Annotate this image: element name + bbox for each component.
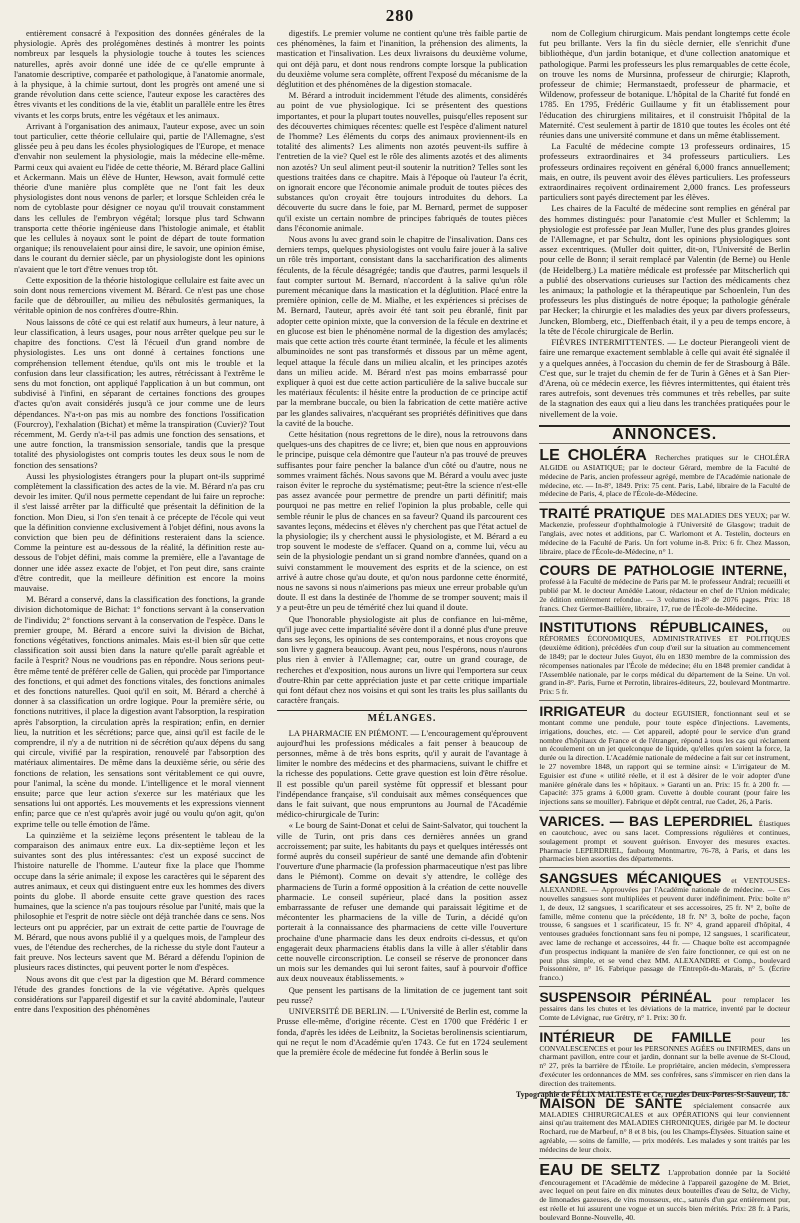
ad-divider	[539, 559, 790, 560]
ad-cours-pathologie	[539, 563, 790, 613]
section-divider	[277, 710, 528, 711]
ad-body: professé à la Faculté de médecine de Paris par M. le professeur Andral; recueilli et publié par M. le docteur Amédée Latour, rédacteur en chef de l'Union médicale; 2e édition entièrement refondue. — 3 volumes in-8° de 2076 pages. Prix: 18 francs. Chez Germer-Baillière, libraire, 17, rue de l'École-de-Médecine.	[539, 577, 791, 613]
ad-irrigateur	[539, 704, 790, 807]
news-item: UNIVERSITÉ DE BERLIN. — L'Université de Berlin est, comme la Prusse elle-même, d'origine récente. C'est en 1700 que Frédéric I er fonda, d'après les idées de Leibnitz, la Societas berolinensis scientiarum, qui ne reçut le nom d'Académie qu'en 1743. Ce fut en 1724 seulement que la première école de médecine fut fondée à Berlin sous le	[276, 1006, 528, 1057]
ad-divider	[539, 502, 790, 503]
ad-sangsues	[539, 871, 790, 983]
ad-eau-seltz	[539, 1162, 790, 1223]
ad-body: ou RÉFORMES ÉCONOMIQUES, ADMINISTRATIVES ET POLITIQUES (deuxième édition), précédées d'un coup d'œil sur la situation au commencement de 1849; par le docteur Jules Guyot, élu en 1830 membre de la commission des récompenses nationales par l'École de médecine; élu en 1848 premier candidat à l'Assemblée nationale, par le corps médical du département de la Seine. Un vol. grand in-8°. Paris, Furne et Perrotin, libraires-éditeurs, 22, boulevard Montmartre. Prix: 5 fr.	[539, 625, 791, 697]
paragraph: La quinzième et la seizième leçons présentent le tableau de la comparaison des animaux entre eux. La dix-septième leçon et les suivantes sont des plus intéressantes: c'est un exposé succinct de l'histoire naturelle de l'homme. L'auteur fixe la place que l'homme occupe dans la série animale; il expose les caractères qui le séparent des autres animaux, et ceux qui distinguent entre eux les hommes des divers points du globe. Il aborde ensuite cette grave question des races humaines, que la science n'a pas toujours résolue par l'unité, mais que la philosophie et l'esprit de notre siècle ont déjà tranchée dans ce sens. Nos lecteurs ont pu apprécier, par un extrait de cette partie de l'ouvrage de M. Bérard, que nous avons publié il y a quelques mois, de l'ampleur des vues, de l'étendue des recherches, de la richesse du style dont l'auteur a fait preuve. Nos lecteurs savent que M. Bérard a défendu l'opinion de plusieurs races distinctes, qui peuvent porter le nom d'espèces.	[14, 829, 265, 973]
ad-body: et VENTOUSES-ALEXANDRE. — Approuvées par l'Académie nationale de médecine. — Ces nouvelles sangsues sont multipliées et peuvent durer indéfiniment. Prix: boîte n° 1, de deux, 12 sangsues, 1 scarificateur et ses accessoires, 25 fr. N° 2, boîte de famille, même contenu que la précédente, 18 fr. N° 3, boîte de poche, façon trousse, 6 sangsues et 1 scarificateur, 15 fr. N° 4, grand appareil d'hôpital, 4 ventouses graduées fonctionnant sans feu ni pompe, 12 sangsues, 1 scarificateur, avec lame de rechange et accessoires, 44 fr. — Chaque boîte est accompagnée d'un prospectus indiquant la manière de s'en faire fonctionner, ce qui est on ne peut plus simple, et se vend chez MM. ALEXANDRE et Comp., boulevard Poissonnière, n° 16. Fabrique passage de l'Entrepôt-du-Marais, n° 5. (Écrire franco.)	[539, 876, 791, 983]
printer-imprint: Typographie de FÉLIX MALTESTE et Ce, rue des Deux-Portes-St-Sauveur, 18.	[515, 1090, 788, 1099]
ad-divider	[539, 1026, 790, 1027]
news-item: LA PHARMACIE EN PIÉMONT. — L'encouragement qu'éprouvent aujourd'hui les professions médicales a fait penser à beaucoup de personnes, même à de très bons esprits, qu'il y aurait de l'avantage à limiter le nombre des médecins et des pharmaciens, suivant le chiffre et la richesse des populations. Cette grave question est loin d'être résolue. Il est possible qu'un pareil système fût oppressif et blessant pour l'indépendance française, s'il conduisait aux mêmes conséquences que dans le fait suivant, que nous empruntons au Journal de l'Académie médico-chirurgicale de Turin:	[276, 727, 528, 820]
ad-title: INTÉRIEUR DE FAMILLE	[539, 1028, 732, 1045]
ad-title: SANGSUES MÉCANIQUES	[539, 870, 722, 887]
paragraph: Cette exposition de la théorie histologique cellulaire est faite avec un soin dont nous remercions vivement M. Bérard. Ce n'est pas une chose facile que de débrouiller, au milieu des nébulosités germaniques, la véritable opinion de nos confrères d'outre-Rhin.	[14, 274, 265, 316]
ad-divider	[539, 1158, 790, 1159]
ad-body: Recherches pratiques sur le CHOLÉRA ALGIDE ou ASIATIQUE; par le docteur Gérard, membre de la Faculté de médecine de Paris, ancien professeur agrégé, membre de l'Académie nationale de médecine, etc. — In-8°, 1849. Prix: 75 cent. Paris, Labé, libraire de la Faculté de médecine de Paris, 4, place de l'École-de-Médecine.	[539, 452, 791, 499]
ad-divider	[539, 443, 790, 444]
ad-title: EAU DE SELTZ	[539, 1161, 661, 1179]
ad-title: VARICES. — BAS LEPERDRIEL	[539, 813, 753, 830]
paragraph: FIÈVRES INTERMITTENTES. — Le docteur Pierangeoli vient de faire une remarque exactement semblable à celle qui avait été signalée il y a quelques années, à l'occasion du chemin de fer de Strasbourg à Bâle. C'est que, sur le trajet du chemin de fer de Turin à Gênes et à San Pier-d'Arena, où ce médecin exerce, les fièvres intermittentes, qui étaient très rares autrefois, sont devenues très communes et très rebelles, par suite de la stagnation des eaux qui a lieu dans les tranchées pratiquées pour le nivellement de la voie.	[539, 337, 791, 419]
ad-title: COURS DE PATHOLOGIE INTERNE,	[539, 562, 788, 579]
paragraph: Nous avons lu avec grand soin le chapitre de l'insalivation. Dans ces derniers temps, quelques physiologistes ont voulu faire jouer à la salive un rôle très important, consistant dans la saccharification des aliments féculents, de la fécule désagrégée; tandis que d'autres, parmi lesquels il faut compter surtout M. Bernard, n'accordent à la salive qu'un rôle purement mécanique dans la mastication et la déglutition. Placé entre la première opinion, celle de M. Mialhe, et les expériences si précises de M. Bernard, l'auteur, après avoir été tant soit peu ébranlé, finit par adopter cette opinion mixte, que la conversion de la fécule en dextrine et en glucose est bien le phénomène normal de la digestion des amylacés; mais que cette action très courte étant terminée, la fécule et les aliments albuminoïdes ne sont pas transformés et dissous par un même agent, lequel attaque la fécule dans un milieu alcalin, et les principes azotés dans un milieu acide. M. Bérard n'est pas moins embarrassé pour expliquer à quoi est due cette action particulière de la salive buccale sur les matériaux féculents: il hésite entre la production de ce principe actif par la membrane buccale, ou bien la fabrication de cette matière active par les glandes salivaires, n'acquérant ses propriétés définitives que dans la cavité de la bouche.	[276, 234, 528, 428]
column-1	[14, 28, 265, 1087]
ad-title: TRAITÉ PRATIQUE	[539, 505, 666, 522]
annonces-heading: ANNONCES.	[612, 425, 718, 443]
news-item: Que pensent les partisans de la limitation de ce jugement tant soit peu russe?	[276, 984, 528, 1005]
paragraph: nom de Collegium chirurgicum. Mais pendant longtemps cette école fut peu brillante. Vers la fin du siècle dernier, elle s'enrichit d'une bibliothèque, d'un jardin botanique, et d'une collection anatomique et pathologique. Parmi les professeurs les plus remarquables de cette école, on trouve les noms de Mursinna, professeur de chirurgie; Klaproth, professeur de chimie; Hermanstaedt, professeur de pharmacie, et Wildenow, professeur de botanique. L'hôpital de la Charité fut fondé en 1785. En 1795, Frédéric Guillaume y fit un établissement pour l'éducation des chirurgiens militaires, et il construisit l'hôpital de la Maternité. C'est seulement à partir de 1810 que toutes les écoles ont été réunies dans une université commune et dans un même établissement.	[539, 28, 791, 141]
paragraph: Nous laissons de côté ce qui est relatif aux humeurs, à leur nature, à leur classification, à leurs usages, pour nous arrêter quelque peu sur le chapitre des fonctions. C'est là l'écueil d'un grand nombre de physiologistes. Les uns ont donné à certaines fonctions une compréhension tellement étendue, qu'ils ont mis le trouble et la confusion dans leur classification; les autres, rétrécissant à l'extrême le sens du mot fonction, ont appliqué l'application à un but commun, ont subdivisé à l'infini, en séparant de certaines fonctions des groupes d'actes qu'on avait considérés jusqu'à ce jour comme une de leurs dépendances. N'a-t-on pas mis au nombre des fonctions l'ossification (Fourcroy), l'exhalation (Bichat) et même la transpiration (Cuvier)? Tout récemment, M. Gerdy n'a-t-il pas admis une fonction des sensations, et une autre fonction, la transmission sensoriale, tandis que la presque totalité des physiologistes ont compris toutes les deux sous le nom de fonction des sensations?	[14, 316, 265, 470]
page-number: 280	[385, 6, 415, 25]
ad-title: SUSPENSOIR PÉRINÉAL	[539, 988, 712, 1005]
ad-title: INSTITUTIONS RÉPUBLICAINES,	[539, 619, 769, 636]
ad-cholera	[539, 447, 790, 499]
ad-traite-pratique	[539, 506, 790, 556]
ad-divider	[539, 700, 790, 701]
ad-title: IRRIGATEUR	[539, 703, 626, 720]
ad-body: DES MALADIES DES YEUX; par W. Mackenzie, professeur d'ophthalmologie à l'Université de Glasgow; traduit de l'anglais, avec notes et additions, par C. Warlomont et A. Testelin, docteurs en médecine de la Faculté de Paris. Un fort volume in-8. Prix: 6 fr. Chez Masson, libraire, place de l'École-de-Médecine, n° 1.	[539, 511, 791, 556]
ad-body: spécialement consacrée aux MALADIES CHIRURGICALES et aux OPÉRATIONS qui leur conviennent ainsi qu'au traitement des MALADIES CHRONIQUES, dirigée par M. le docteur Rochard, rue de Marbeuf, n° 8 et 8 bis, (ou les Champs-Élysées. Situation saine et agréable, — soins de famille, — prix modérés. Les malades y sont traités par les médecins de leur choix.	[539, 1100, 791, 1154]
paragraph: digestifs. Le premier volume ne contient qu'une très faible partie de ces phénomènes, la faim et l'inanition, la préhension des aliments, la mastication et l'insalivation. Les deux livraisons du deuxième volume, qui ont déjà paru, et dont nous rendrons compte lorsque la publication du deuxième volume sera complète, offrent l'exposé du mécanisme de la déglutition et des phénomènes de la digestion stomacale.	[276, 28, 528, 90]
paragraph: M. Bérard a introduit incidemment l'étude des aliments, considérés au point de vue physiologique. Ici se présentent des questions importantes, et pour la plupart toutes nouvelles, puisqu'elles reposent sur des découvertes chimiques récentes: quelle est l'espèce d'aliment naturel de l'homme? Les éléments du corps des animaux proviennent-ils en totalité des aliments? Les aliments non azotés peuvent-ils suffire à l'entretien de la vie? Quel est le rôle des aliments azotés et des aliments non azotés? Un seul aliment peut-il soutenir la nutrition? Telles sont les questions traitées dans ce chapitre. Mais à l'époque où l'auteur l'a écrit, on ignorait encore que l'économie animale produit de toutes pièces des substances qu'on croyait être toujours introduites du dehors. La découverte du sucre dans le foie, par M. Bernard, permet de supposer qu'il existe un certain nombre de principes fabriqués de toutes pièces dans l'économie animale.	[276, 90, 528, 233]
paragraph: Cette hésitation (nous regrettons de le dire), nous la retrouvons dans quelques-uns des chapitres de ce livre; et, bien que nous en approuvions le principe, puisque cela démontre que l'auteur n'a pas trouvé de preuves suffisantes pour faire pencher la balance d'un côté ou d'autre, nous ne sommes vraiment fâchés. Nous savons que M. Bérard a voulu avec juste raison éviter le reproche du systématisme; peut-être la science n'est-elle pas assez avancée pour permettre de prendre un parti définitif; mais pourquoi ne pas mettre en relief l'opinion la plus probable, celle qui semble réunir le plus de chances en sa faveur? Quand ils parcourent ces savantes leçons, médecins et élèves n'y cherchent pas que l'état actuel de la physiologie; ils y cherchent aussi le physiologiste, et M. Bérard a eu trop souvent le modeste de s'effacer. Quand on a, comme lui, vécu au sein de la physiologie pendant un si grand nombre d'années, quand on a suivi constamment le mouvement des esprits et de la science, on est arrivé à autre chose qu'au doute, et qu'on nous pardonne cette énormité, nous ne savons si nous n'aimerions pas mieux une erreur probable qu'un doute. Il est dans la destinée de l'homme de se tromper souvent; mais il y a peut-être un peu de témérité chez lui quand il doute.	[276, 428, 528, 613]
ad-maison-sante	[539, 1096, 790, 1155]
ad-divider	[539, 986, 790, 987]
news-item: « Le bourg de Saint-Donat et celui de Saint-Salvator, qui touchent la ville de Turin, ont pris dans ces dernières années un grand accroissement; par suite, les habitants du pays et quelques intéressés ont formé auprès du conseil supérieur de santé une demande afin d'obtenir l'ouverture d'une pharmacie (la profession pharmaceutique n'est pas libre dans le Piémont). Comme on devait s'y attendre, le collège des pharmaciens de Turin a formé opposition à la création de cette nouvelle pharmacie. Le conseil supérieur, placé dans la position assez embarrassante de refuser une demande qui paraissait légitime et de mécontenter les pharmaciens de la ville de Turin, a décidé qu'on porterait à la connaissance des pharmaciens de cette ville l'ouverture prochaine d'une pharmacie dans les deux endroits ci-dessus, et qu'on engagerait deux pharmaciens établis dans la ville à aller s'établir dans cette nouvelle circonscription. Le conseil se réserve de prononcer dans un mois sur les demandes qui lui seront faites, sauf à pourvoir d'office aux deux nouveaux établissements. »	[276, 820, 528, 984]
ad-body: pour les CONVALESCENCES et pour les PERSONNES AGÉES ou INFIRMES, dans un charmant pavillon, entre cour et jardin, donnant sur la belle avenue de St-Cloud, n° 27, près la barrière de l'Étoile. Le propriétaire, ancien médecin, s'empressera d'exécuter les ordonnances de MM. ses confrères, sans s'immiscer en rien dans la direction des traitements.	[539, 1034, 791, 1088]
melanges-heading: MÉLANGES.	[367, 713, 437, 725]
ad-divider	[539, 810, 790, 811]
ad-suspensoir	[539, 990, 790, 1023]
ad-body: L'approbation donnée par la Société d'encouragement et l'Académie de médecine à l'appareil gazogène de M. Briet, avec lequel on peut faire en dix minutes deux bouteilles d'eau de Seltz, de Vichy, de limonades gazeuses, de vins mousseux, etc., saturés d'un gaz entièrement pur, est réelle et lui assurent une vogue et un succès bien mérités. Prix: 28 fr. à Paris, boulevard Bonne-Nouvelle, 40.	[539, 1167, 791, 1222]
ad-interieur-famille	[539, 1030, 790, 1089]
ad-divider	[539, 616, 790, 617]
ad-varices	[539, 814, 790, 864]
paragraph: M. Bérard a conservé, dans la classification des fonctions, la grande division dichotomique de Bichat: 1° fonctions servant à la conservation de l'individu; 2° fonctions servant à la conservation de l'espèce. Dans le premier groupe, M. Bérard a encore suivi la division de Bichat, fonctions végétatives, fonctions animales. Mais est-il bien sûr que cette classification soit aussi bien dans la nature qu'elle paraît agréable et facile à l'esprit? Nous ne voudrions pas en répondre. Nous serions peut-être même tenté de préférer celle de Galien, qui procède par l'importance des fonctions, et qui admet des fonctions vitales, des fonctions animales et des fonctions naturelles. Quoi qu'il en soit, M. Bérard a cherché à donner à sa classification un ordre logique. Pour la première série, ou fonctions nutritives, il place la digestion avant l'absorption, la respiration après l'absorption, la circulation après la respiration; enfin, en dernier lieu, la nutrition et les sécrétions; parce que, ainsi qu'il est facile de le comprendre, il n'y a de nutrition ni de sécrétion qu'aux dépens du sang qui circule, vivifié par la respiration, renouvelé par l'absorption des matériaux alimentaires. De même dans la deuxième série, ou série des fonctions de relation, les sensations sont véritablement ce qui ouvre, pour l'animal, la scène du monde. L'intelligence et le moral viennent ensuite; parce que leur action s'exerce sur les matériaux que les sensations lui ont apportés. Les mouvements et les expressions viennent enfin; parce que ce n'est qu'après avoir jugé ou voulu qu'on agit, qu'on exprime telle ou telle émotion de l'âme.	[14, 594, 265, 829]
paragraph: entièrement consacré à l'exposition des données générales de la physiologie. Après des prolégomènes destinés à montrer les points nombreux par lesquels la physiologie touche à toutes les sciences naturelles, après avoir donné une idée de ce qu'elle emprunte à l'anatomie descriptive, comparée et pathologique, à l'anatomie anormale, à la physique, à la chimie surtout, dont les progrès ont amené une si grande révolution dans cette science, l'auteur expose les caractères des êtres vivants et les conditions de la vie, établit un parallèle entre les êtres vivants et les corps bruts, entre les végétaux et les animaux.	[14, 28, 265, 120]
paragraph: Que l'honorable physiologiste ait plus de confiance en lui-même, qu'il juge avec cette impartialité sévère dont il a donné plus d'une preuve dans ses leçons, les opinions de ses contemporains, et nous croyons que son livre y gagnera beaucoup. Avant peu, nous l'espérons, nous n'aurons plus rien à envier à l'Allemagne; car, outre un grand courage, de recherches et d'exposition, nous aurons un livre qui l'emportera sur ceux d'outre-Rhin par cette appréciation juste et par cette critique impartiale qui font défaut chez nos voisins et qui sont les traits les plus saillants du caractère français.	[276, 613, 528, 706]
column-2	[277, 28, 528, 1087]
paragraph: Aussi les physiologistes étrangers pour la plupart ont-ils supprimé complètement la classification des actes de la vie. M. Bérard n'a pas cru devoir les imiter. Qu'il nous permette cependant de lui faire un reproche: il s'est laissé arrêter par la difficulté que présentait la définition de la fonction. Mon Dieu, si l'on s'en tenait à ce précepte de l'école qui veut que la définition convienne exclusivement à l'objet défini, nous avons la conviction que bien peu de définitions resteraient dans la science. Comme la peinture est au-dessous de la réalité, la définition reste au-dessous de l'objet défini, mais comme la première, elle a l'avantage de donner une idée assez exacte de l'objet, et l'on peut dire, sans crainte d'être contredit, que la meilleure définition est encore la moins mauvaise.	[14, 470, 265, 593]
paragraph: Nous avons dit que c'est par la digestion que M. Bérard commence l'étude des grandes fonctions de la vie végétative. Après quelques considérations sur l'appareil digestif et sur la cavité abdominale, l'auteur entre dans l'exposition des phénomènes	[14, 973, 265, 1015]
paragraph: Arrivant à l'organisation des animaux, l'auteur expose, avec un soin tout particulier, cette théorie cellulaire qui, partie de l'Allemagne, s'est glissée peu à peu dans les écoles physiologiques de l'Europe, et menace d'envahir non seulement la physiologie, mais la médecine elle-même. Parmi ceux qui avaient eu l'idée de cette théorie, M. Bérard place Gallini et Ackermann. Mais un élève de Hunter, Hewson, avait formulé cette théorie d'une manière plus complète que ne l'ont fait les deux physiologistes dont nous venons de parler; et lorsque Schleiden créa le nom de cytoblaste pour désigner ce noyau qu'il trouvait constamment dans les cellules de l'embryon végétal; lorsque plus tard Schwann transporta cette théorie ingénieuse dans l'histologie animale, et établit que les cellules à noyaux sont le point de départ de toute formation organique; ils renouvelaient pour ainsi dire, le savoir, une opinion émise, dans le courant du dernier siècle, par un physiologiste dont les opinions n'avaient que le tort d'être venues trop tôt.	[14, 120, 265, 274]
paragraph: La Faculté de médecine compte 13 professeurs ordinaires, 15 professeurs extraordinaires et 34 professeurs particuliers. Les professeurs ordinaires reçoivent en général 6,000 francs annuellement; mais, en outre, ils peuvent avoir des élèves particuliers. Les professeurs extraordinaires reçoivent ordinairement 2,000 francs. Les professeurs particuliers sont payés directement par les élèves.	[539, 141, 791, 203]
paragraph: Les chaires de la Faculté de médecine sont remplies en général par des hommes distingués: pour l'anatomie c'est Muller et Schlemm; la physiologie est professée par Jean Muller, l'une des plus grandes gloires de l'Allemagne, et par Schultz, dont les opinions physiologiques sont assez excentriques. (Muller doit quitter, dit-on, l'Université de Berlin pour celle de Bonn; il serait remplacé par Valentin (de Berne) ou Henle (de Heidelberg.) La matière médicale est professée par Mitscherlich qui a publié des observations curieuses sur l'action des médicaments chez les animaux; la pathologie et la thérapeutique par Schoenlein, l'un des professeurs les plus distingués de notre époque; la pathologie générale par Hecker; la chirurgie et les maladies des yeux par divers professeurs, Juncken, Blomberg, etc., Dieffenbach était, il y a peu de temps encore, à la tête de l'école chirurgicale de Berlin.	[539, 203, 791, 336]
ad-institutions	[539, 620, 790, 697]
ad-body: pour remplacer les pessaires dans les chutes et les déviations de la matrice, inventé par le docteur Comte de Lévignac, rue Grétry, n° 1. Prix: 30 fr.	[539, 994, 791, 1022]
ad-body: Élastiques en caoutchouc, avec ou sans lacet. Compressions régulières et continues, soulagement prompt et souvent guérison. Envoyer des mesures exactes. Pharmacie LEPERDRIEL, faubourg Montmartre, 76-78, à Paris, et dans les pharmacies bien assorties des départements.	[539, 819, 791, 864]
ad-title: LE CHOLÉRA	[539, 446, 647, 464]
ad-body: du docteur EGUISIER, fonctionnant seul et se montant comme une pendule, pour toute espèce d'injections. Lavements, irrigations, douches, etc. — Cet appareil, adopté pour le service d'un grand nombre d'hôpitaux de France et de l'étranger, répond à tous les cas qui réclament un écoulement on un jet quelconque de liquide, qu'elles qu'en soient la force, la durée ou la direction. L'Académie nationale de médecine a fait sur cet instrument, le 27 novembre 1848, un rapport qui se termine ainsi: « L'irrigateur de M. Eguisier est d'une « utilité réelle, et il est à désirer de le voir adopter d'une manière générale dans les « hôpitaux. » Garanti un an. Prix: 15 fr. à 200 fr. — Capacité: 375 grams à 6,000 gram. Cuvette à double courant (pour faire les injections sans se mouiller). Fabrique et dépôt central, rue Cadet, 26, à Paris.	[539, 709, 791, 807]
ad-title: MAISON DE SANTÉ	[539, 1094, 683, 1111]
ad-divider	[539, 867, 790, 868]
